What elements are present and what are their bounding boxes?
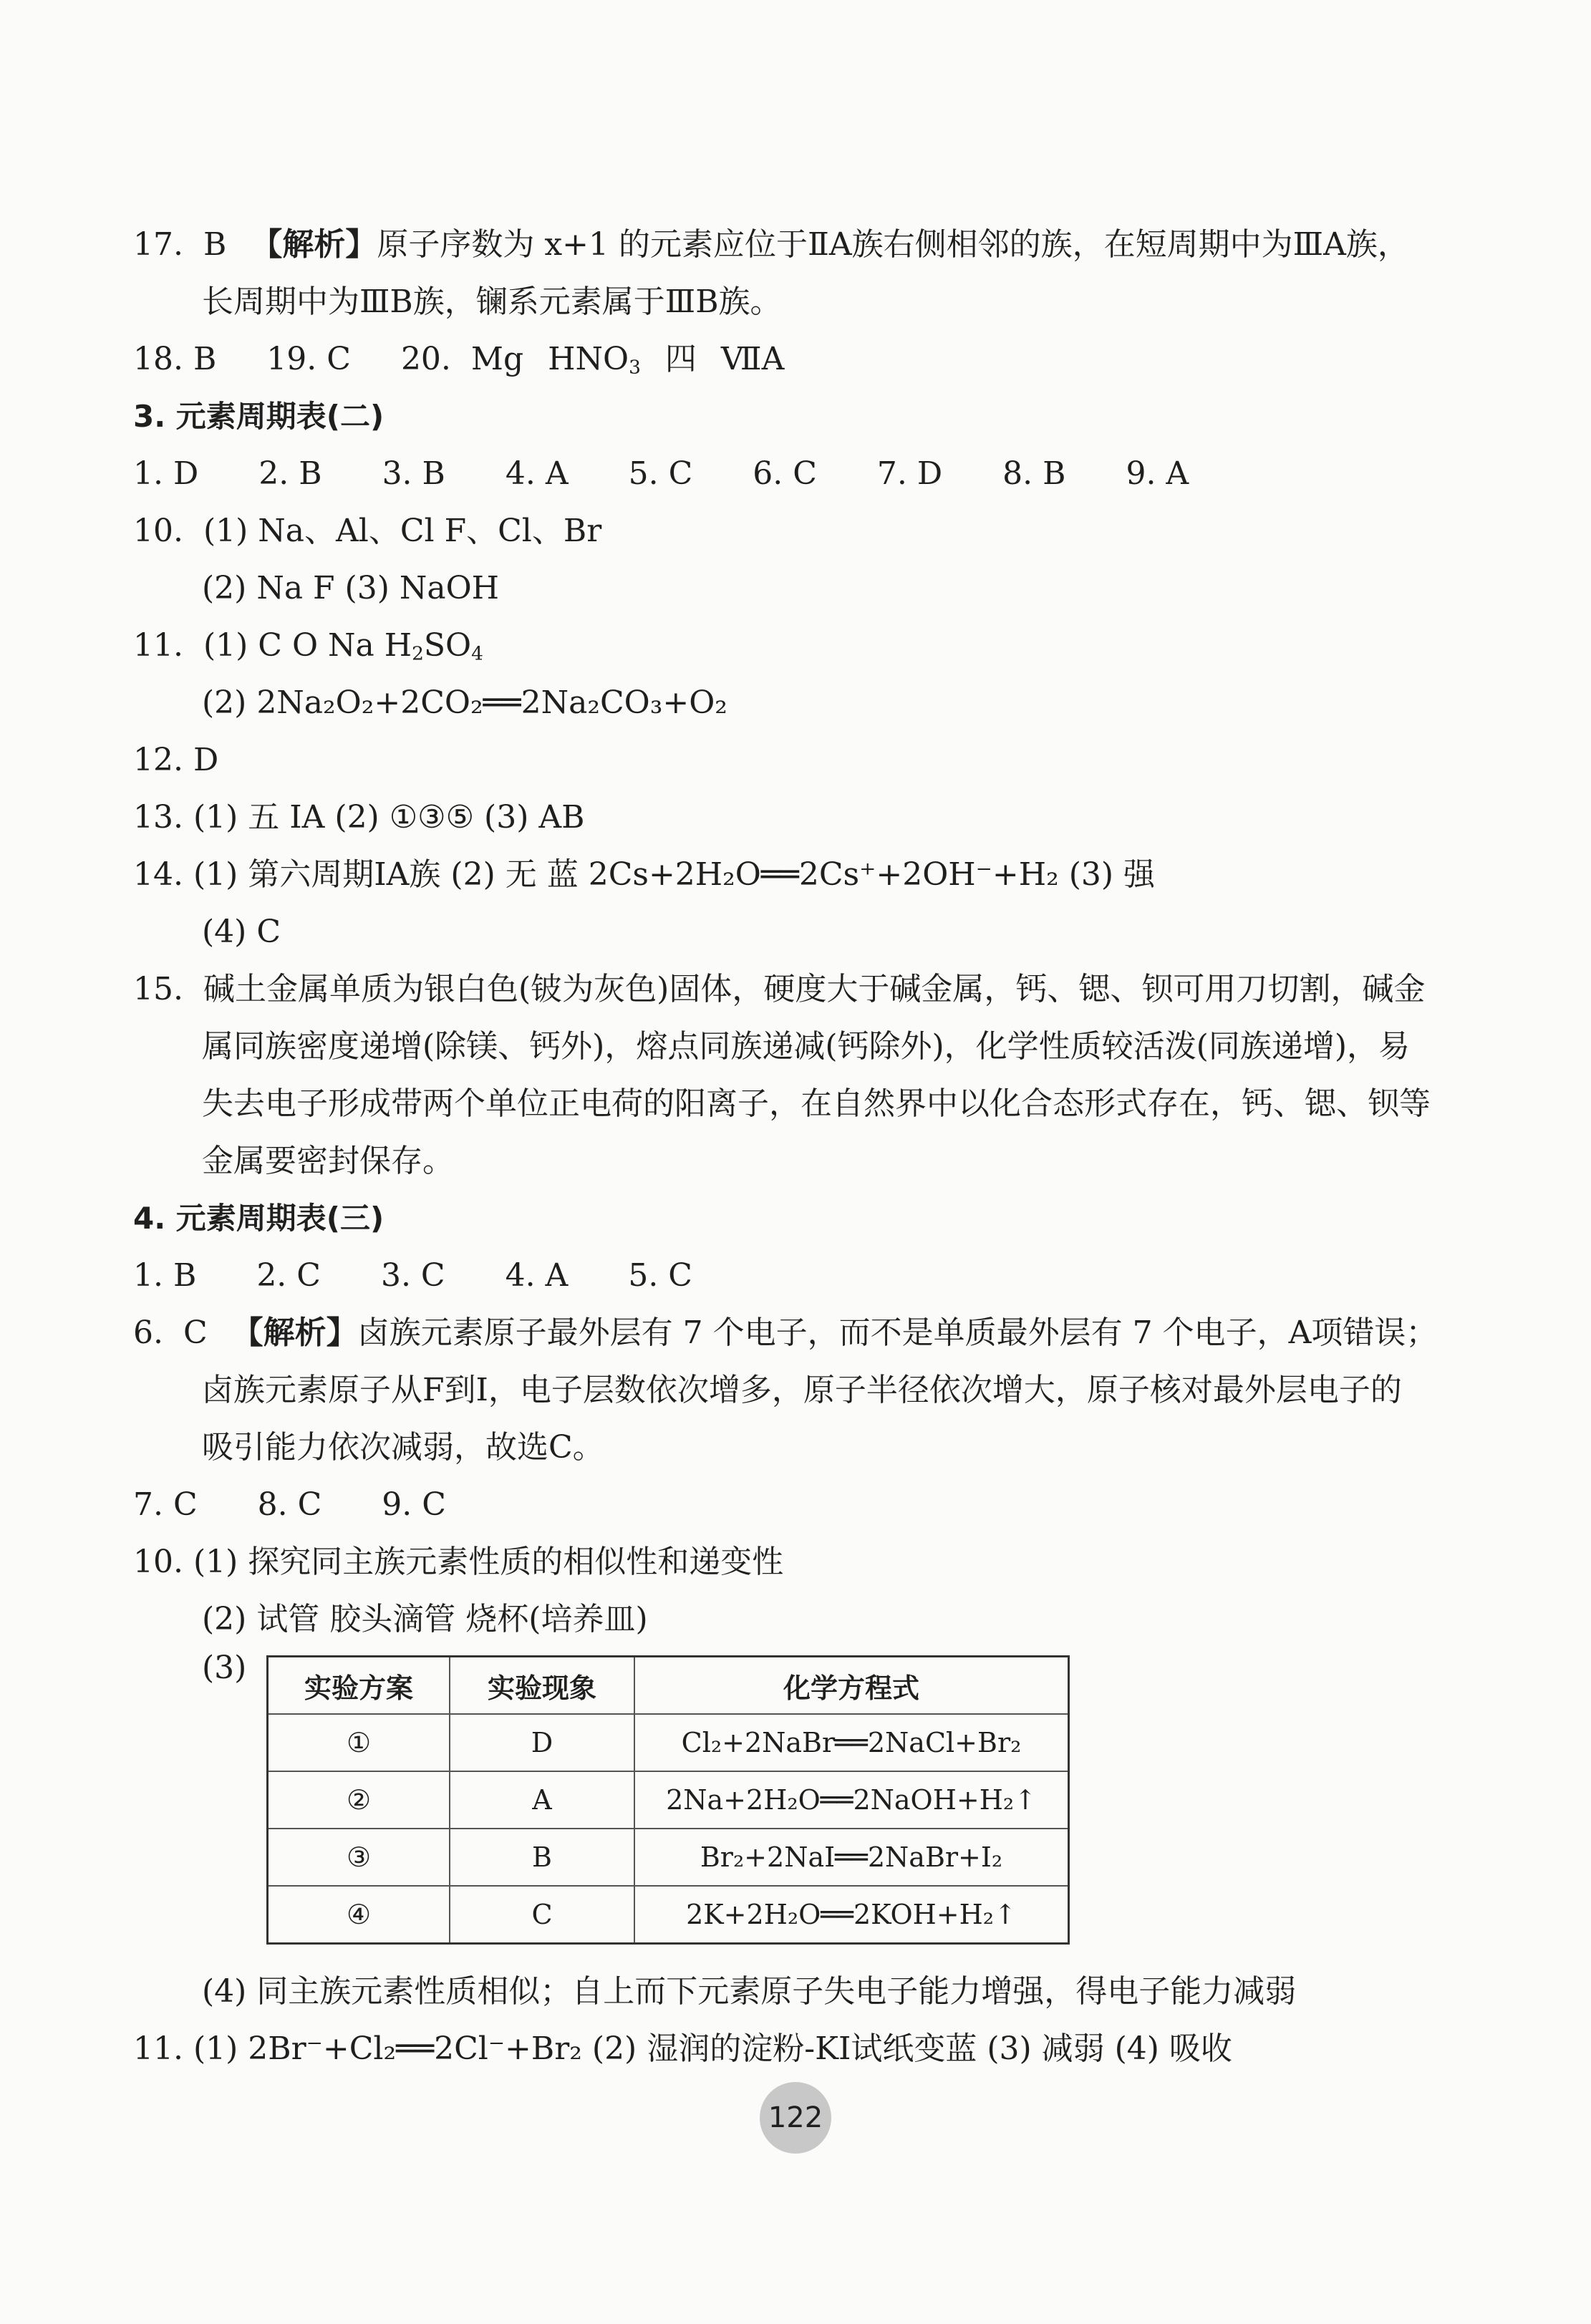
q6-analysis-label: 【解析】	[231, 1314, 358, 1351]
q17-line1	[133, 216, 1484, 273]
sec4-q9: 9. C	[382, 1486, 446, 1523]
q12-line: 12. D	[133, 742, 219, 778]
q15-number: 15.	[133, 971, 183, 1007]
q10b-part3-label: (3)	[202, 1650, 247, 1686]
sec4-q4: 4. A	[505, 1257, 569, 1294]
q15-text-1: 碱土金属单质为银白色(铍为灰色)固体，硬度大于碱金属，钙、锶、钡可用刀切割，碱金	[203, 971, 1426, 1007]
q19-answer: 19. C	[266, 341, 351, 377]
q15-line3: 失去电子形成带两个单位正电荷的阳离子，在自然界中以化合态形式存在，钙、锶、钡等	[202, 1085, 1431, 1122]
sec3-q6: 6. C	[753, 455, 817, 492]
q11-number: 11.	[133, 627, 183, 664]
table-cell: Br₂+2NaI══2NaBr+I₂	[634, 1829, 1069, 1886]
table-cell: B	[450, 1829, 634, 1886]
sec3-q3: 3. B	[382, 455, 445, 492]
q18-answer: 18. B	[133, 341, 217, 377]
sec4-answers-1-5	[133, 1247, 1484, 1304]
table-cell: D	[450, 1714, 634, 1771]
table-row	[268, 1771, 1069, 1829]
q6-line2: 卤族元素原子从F到I，电子层数依次增多，原子半径依次增大，原子核对最外层电子的	[202, 1372, 1402, 1408]
sec4-q2: 2. C	[256, 1257, 321, 1294]
q10b-line2: (2) 试管 胶头滴管 烧杯(培养皿)	[202, 1601, 648, 1637]
q6-text-1: 卤族元素原子最外层有 7 个电子，而不是单质最外层有 7 个电子，A项错误；	[357, 1314, 1438, 1351]
table-cell: 2Na+2H₂O══2NaOH+H₂↑	[634, 1771, 1069, 1829]
section-4-title: 4. 元素周期表(三)	[133, 1201, 385, 1236]
q15-line1	[133, 961, 1484, 1018]
q17-line2: 长周期中为ⅢB族，镧系元素属于ⅢB族。	[202, 284, 782, 320]
q6-number: 6.	[133, 1314, 163, 1351]
sec4-q7: 7. C	[133, 1486, 198, 1523]
sec3-q1: 1. D	[133, 455, 199, 492]
sec3-q7: 7. D	[876, 455, 943, 492]
sec4-answers-7-9	[133, 1476, 1484, 1534]
sec3-q4: 4. A	[505, 455, 569, 492]
table-header-row	[268, 1657, 1069, 1715]
table-header: 实验方案	[268, 1657, 450, 1715]
table-cell: ①	[268, 1714, 450, 1771]
q20-number: 20.	[400, 341, 451, 377]
q10-part1: (1) Na、Al、Cl F、Cl、Br	[203, 513, 602, 549]
table-cell: Cl₂+2NaBr══2NaCl+Br₂	[634, 1714, 1069, 1771]
q20-part-d: ⅦA	[720, 341, 785, 377]
q17-answer: B	[203, 226, 227, 263]
q6-line3: 吸引能力依次减弱，故选C。	[202, 1429, 604, 1466]
sec3-q8: 8. B	[1002, 455, 1066, 492]
q10b-line1: 10. (1) 探究同主族元素性质的相似性和递变性	[133, 1544, 784, 1580]
q15-line4: 金属要密封保存。	[202, 1143, 454, 1179]
sec3-q5: 5. C	[628, 455, 693, 492]
q11-line1	[133, 617, 1484, 674]
sec4-q1: 1. B	[133, 1257, 197, 1294]
table-cell: A	[450, 1771, 634, 1829]
section-3-title: 3. 元素周期表(二)	[133, 399, 385, 434]
q10-number: 10.	[133, 513, 183, 549]
q6-line1	[133, 1304, 1484, 1362]
sec3-answers-1-9	[133, 445, 1484, 503]
q10b-line4: (4) 同主族元素性质相似；自上而下元素原子失电子能力增强，得电子能力减弱	[202, 1973, 1297, 2010]
table-cell: ④	[268, 1886, 450, 1944]
sec4-q8: 8. C	[257, 1486, 322, 1523]
q11-part1: (1) C O Na $H_2SO_4$	[203, 627, 483, 665]
q10-line1	[133, 503, 1484, 560]
q11-line2: (2) 2Na₂O₂+2CO₂══2Na₂CO₃+O₂	[202, 684, 727, 721]
q13-line: 13. (1) 五 ⅠA (2) ①③⑤ (3) AB	[133, 799, 585, 836]
q6-answer: C	[183, 1314, 208, 1351]
table-row	[268, 1886, 1069, 1944]
page-number: 122	[760, 2082, 831, 2154]
sec4-q3: 3. C	[380, 1257, 445, 1294]
sec4-q5: 5. C	[628, 1257, 692, 1294]
experiment-table	[266, 1655, 1070, 1945]
q17-analysis-label: 【解析】	[251, 226, 377, 263]
q11b-line: 11. (1) 2Br⁻+Cl₂══2Cl⁻+Br₂ (2) 湿润的淀粉-KI试纸变蓝 (3) 减弱 (4) 吸收	[133, 2030, 1232, 2067]
table-row	[268, 1714, 1069, 1771]
table-header: 化学方程式	[634, 1657, 1069, 1715]
q20-part-a: Mg	[470, 341, 524, 377]
table-cell: ②	[268, 1771, 450, 1829]
q17-number: 17.	[133, 226, 183, 263]
table-cell: C	[450, 1886, 634, 1944]
q10-line2: (2) Na F (3) NaOH	[202, 570, 500, 606]
q20-part-c: 四	[664, 341, 697, 377]
table-cell: ③	[268, 1829, 450, 1886]
table-row	[268, 1829, 1069, 1886]
sec3-q2: 2. B	[258, 455, 322, 492]
q17-text-1: 原子序数为 x+1 的元素应位于ⅡA族右侧相邻的族，在短周期中为ⅢA族，	[377, 226, 1409, 263]
table-cell: 2K+2H₂O══2KOH+H₂↑	[634, 1886, 1069, 1944]
table-header: 实验现象	[450, 1657, 634, 1715]
q14-line2: (4) C	[202, 914, 281, 950]
q15-line2: 属同族密度递增(除镁、钙外)，熔点同族递减(钙除外)，化学性质较活泼(同族递增)，易	[202, 1028, 1410, 1065]
q18-20-line	[133, 331, 1484, 388]
sec3-q9: 9. A	[1126, 455, 1189, 492]
q20-part-b: $HNO_3$	[548, 341, 641, 379]
q14-line1: 14. (1) 第六周期ⅠA族 (2) 无 蓝 2Cs+2H₂O══2Cs⁺+2OH⁻+H₂ (3) 强	[133, 856, 1156, 893]
